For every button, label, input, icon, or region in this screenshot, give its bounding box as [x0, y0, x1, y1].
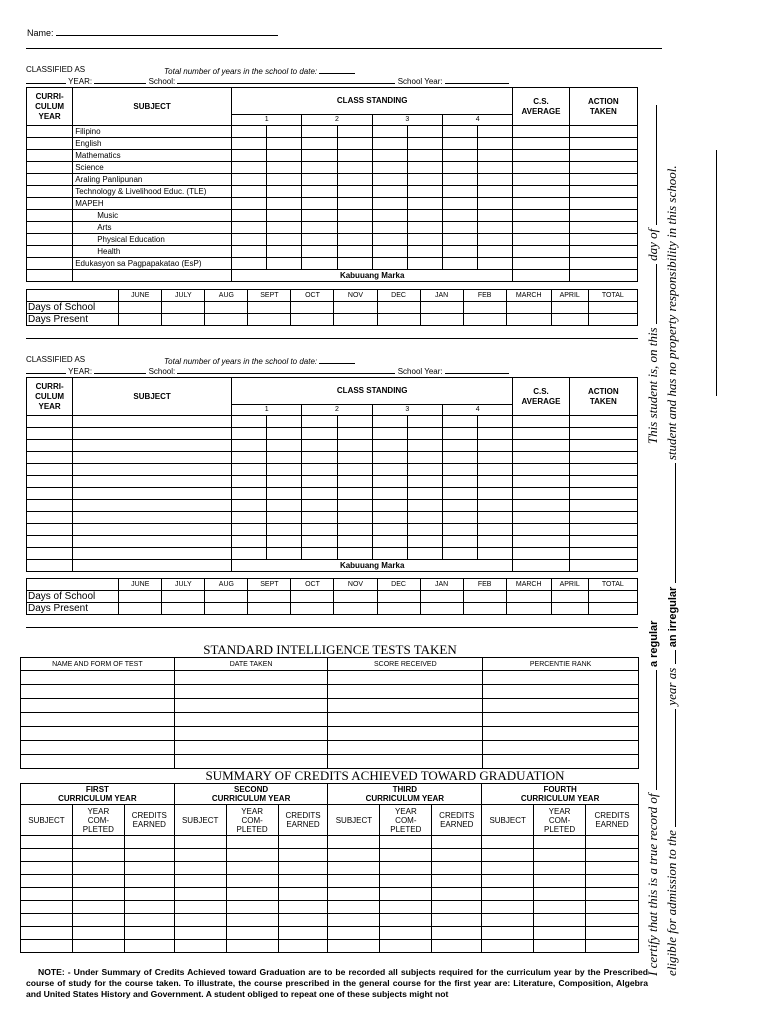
certification-block: [644, 96, 682, 976]
col-cs-average: C.S. AVERAGE: [513, 88, 569, 126]
table-row: [21, 685, 639, 699]
table-row: [21, 699, 639, 713]
col-year-completed: YEAR COM- PLETED: [380, 805, 432, 836]
class-standing-table-1: [26, 87, 638, 282]
block-divider: [26, 627, 638, 628]
year-label: YEAR:: [68, 77, 93, 86]
col-curriculum-year: CURRI- CULUM YEAR: [27, 378, 73, 416]
period-2: 2: [302, 115, 372, 126]
header-divider: [26, 48, 662, 49]
school-label: School:: [148, 77, 176, 86]
school-year-label: School Year:: [397, 367, 443, 376]
period-1: 1: [231, 115, 301, 126]
month-oct: OCT: [291, 579, 334, 591]
note-label: NOTE:: [38, 967, 65, 977]
month-aug: AUG: [205, 579, 248, 591]
block-divider: [26, 338, 638, 339]
table-row: [21, 940, 639, 953]
attendance-table-2: [26, 578, 638, 615]
table-row: [21, 713, 639, 727]
col-class-standing: CLASS STANDING: [231, 378, 512, 405]
col-percentile-rank: PERCENTIE RANK: [483, 658, 639, 671]
school-year-label: School Year:: [397, 77, 443, 86]
col-subject: SUBJECT: [174, 805, 226, 836]
table-row: [27, 476, 638, 488]
name-label: Name:: [27, 28, 54, 38]
table-row: [21, 862, 639, 875]
years-note: Total number of years in the school to date:: [164, 65, 355, 76]
col-class-standing: CLASS STANDING: [231, 88, 512, 115]
month-total: TOTAL: [588, 290, 637, 302]
record-block-2-info: [26, 355, 666, 375]
subject-araling-panlipunan: Araling Panlipunan: [73, 174, 232, 186]
table-row: [21, 888, 639, 901]
month-april: APRIL: [551, 290, 588, 302]
table-row: [21, 741, 639, 755]
table-row: [21, 927, 639, 940]
intelligence-tests-title: STANDARD INTELLIGENCE TESTS TAKEN: [203, 642, 457, 657]
table-row: [21, 914, 639, 927]
classified-as-label: CLASSIFIED AS: [26, 355, 86, 364]
col-subject: SUBJECT: [482, 805, 534, 836]
second-curriculum-year: SECOND CURRICULUM YEAR: [174, 784, 328, 805]
period-3: 3: [372, 405, 442, 416]
col-name-and-form: NAME AND FORM OF TEST: [21, 658, 175, 671]
table-row: [27, 603, 638, 615]
subject-music: Music: [73, 210, 232, 222]
subject-science: Science: [73, 162, 232, 174]
attendance-table-1: [26, 289, 638, 326]
table-row: [27, 270, 638, 282]
table-row: [27, 222, 638, 234]
period-4: 4: [443, 405, 513, 416]
table-row: [21, 755, 639, 769]
subject-health: Health: [73, 246, 232, 258]
credits-summary-table: [20, 783, 639, 953]
table-row: [27, 246, 638, 258]
subject-tle: Technology & Livelihood Educ. (TLE): [73, 186, 232, 198]
fourth-curriculum-year: FOURTH CURRICULUM YEAR: [482, 784, 639, 805]
irregular-option[interactable]: an irregular: [667, 586, 679, 648]
subject-filipino: Filipino: [73, 126, 232, 138]
subject-mathematics: Mathematics: [73, 150, 232, 162]
intelligence-tests-table: [20, 657, 639, 769]
col-cs-average: C.S. AVERAGE: [513, 378, 569, 416]
month-sept: SEPT: [248, 290, 291, 302]
table-row: [27, 198, 638, 210]
month-june: JUNE: [119, 579, 162, 591]
col-credits-earned: CREDITS EARNED: [278, 805, 328, 836]
col-credits-earned: CREDITS EARNED: [124, 805, 174, 836]
table-row: [27, 416, 638, 428]
table-row: [27, 234, 638, 246]
signature-line: [716, 150, 717, 396]
month-feb: FEB: [463, 290, 506, 302]
table-row: [27, 524, 638, 536]
subject-arts: Arts: [73, 222, 232, 234]
days-present-label: Days Present: [27, 314, 119, 326]
table-row: [21, 901, 639, 914]
table-row: [27, 162, 638, 174]
years-note: Total number of years in the school to date:: [164, 355, 355, 366]
month-total: TOTAL: [588, 579, 637, 591]
col-credits-earned: CREDITS EARNED: [586, 805, 639, 836]
table-row: [27, 126, 638, 138]
table-row: [27, 258, 638, 270]
col-subject: SUBJECT: [73, 378, 232, 416]
kabuuang-marka-2: Kabuuang Marka: [231, 560, 512, 572]
col-action-taken: ACTION TAKEN: [569, 88, 637, 126]
month-sept: SEPT: [248, 579, 291, 591]
table-row: [27, 464, 638, 476]
table-row: [27, 302, 638, 314]
table-row: [27, 560, 638, 572]
table-row: [21, 836, 639, 849]
table-row: [27, 428, 638, 440]
table-row: [21, 671, 639, 685]
month-march: MARCH: [506, 290, 551, 302]
month-jan: JAN: [420, 579, 463, 591]
table-row: [27, 440, 638, 452]
days-present-label: Days Present: [27, 603, 119, 615]
col-score-received: SCORE RECEIVED: [328, 658, 483, 671]
subject-esp: Edukasyon sa Pagpapakatao (EsP): [73, 258, 232, 270]
school-label: School:: [148, 367, 176, 376]
month-dec: DEC: [377, 290, 420, 302]
subject-english: English: [73, 138, 232, 150]
note-paragraph: NOTE: - Under Summary of Credits Achieved toward Graduation are to be recorded all subjects required for the curriculum year by the Prescribed course of study for the course taken. To illustrate, the course prescribed in the general course for the first year are: Literature, Composition, Algebra and United States History and Government. A student obliged to repeat one of these subjects might not: [26, 967, 648, 999]
year-label: YEAR:: [68, 367, 93, 376]
col-credits-earned: CREDITS EARNED: [432, 805, 482, 836]
name-blank[interactable]: [56, 27, 278, 36]
subject-physical-education: Physical Education: [73, 234, 232, 246]
month-jan: JAN: [420, 290, 463, 302]
record-block-1-info: [26, 65, 666, 85]
certification-line-2: eligible for admission to the year as an irregular student and has no property responsibility in this school.: [664, 165, 679, 976]
table-row: [27, 314, 638, 326]
certification-line-1: I certify that this is a true record of a regular This student is, on this day of: [644, 96, 663, 976]
month-march: MARCH: [506, 579, 551, 591]
table-row: [27, 452, 638, 464]
table-row: [27, 591, 638, 603]
month-feb: FEB: [463, 579, 506, 591]
col-subject: SUBJECT: [73, 88, 232, 126]
period-2: 2: [302, 405, 372, 416]
table-row: [21, 849, 639, 862]
days-of-school-label: Days of School: [27, 591, 119, 603]
col-year-completed: YEAR COM- PLETED: [72, 805, 124, 836]
table-row: [27, 174, 638, 186]
third-curriculum-year: THIRD CURRICULUM YEAR: [328, 784, 482, 805]
table-row: [21, 727, 639, 741]
classified-as-label: CLASSIFIED AS: [26, 65, 86, 74]
month-dec: DEC: [377, 579, 420, 591]
table-row: [27, 500, 638, 512]
month-nov: NOV: [334, 290, 377, 302]
subject-mapeh: MAPEH: [73, 198, 232, 210]
table-row: [27, 150, 638, 162]
note-text: Under Summary of Credits Achieved toward Graduation are to be recorded all subjects required for the curriculum year by the Prescribed course of study for the course taken. To illustrate, the course prescribed in the general course for the first year are: Literature, Composition, Algebra and United States History and Government. A student obliged to repeat one of these subjects might not: [26, 967, 648, 999]
month-july: JULY: [162, 290, 205, 302]
col-curriculum-year: CURRI- CULUM YEAR: [27, 88, 73, 126]
month-june: JUNE: [119, 290, 162, 302]
class-standing-table-2: [26, 377, 638, 572]
month-july: JULY: [162, 579, 205, 591]
table-row: [27, 138, 638, 150]
table-row: [27, 186, 638, 198]
table-row: [27, 488, 638, 500]
table-row: [21, 875, 639, 888]
month-aug: AUG: [205, 290, 248, 302]
col-year-completed: YEAR COM- PLETED: [226, 805, 278, 836]
regular-option[interactable]: a regular: [648, 620, 660, 668]
credits-summary-title: SUMMARY OF CREDITS ACHIEVED TOWARD GRADUATION: [205, 768, 565, 783]
table-row: [27, 210, 638, 222]
table-row: [27, 512, 638, 524]
month-oct: OCT: [291, 290, 334, 302]
col-action-taken: ACTION TAKEN: [569, 378, 637, 416]
col-subject: SUBJECT: [21, 805, 73, 836]
month-nov: NOV: [334, 579, 377, 591]
table-row: [27, 548, 638, 560]
month-april: APRIL: [551, 579, 588, 591]
col-subject: SUBJECT: [328, 805, 380, 836]
period-4: 4: [443, 115, 513, 126]
col-year-completed: YEAR COM- PLETED: [534, 805, 586, 836]
days-of-school-label: Days of School: [27, 302, 119, 314]
kabuuang-marka-1: Kabuuang Marka: [231, 270, 512, 282]
name-field[interactable]: [27, 27, 278, 38]
period-1: 1: [231, 405, 301, 416]
col-date-taken: DATE TAKEN: [174, 658, 328, 671]
first-curriculum-year: FIRST CURRICULUM YEAR: [21, 784, 175, 805]
table-row: [27, 536, 638, 548]
period-3: 3: [372, 115, 442, 126]
